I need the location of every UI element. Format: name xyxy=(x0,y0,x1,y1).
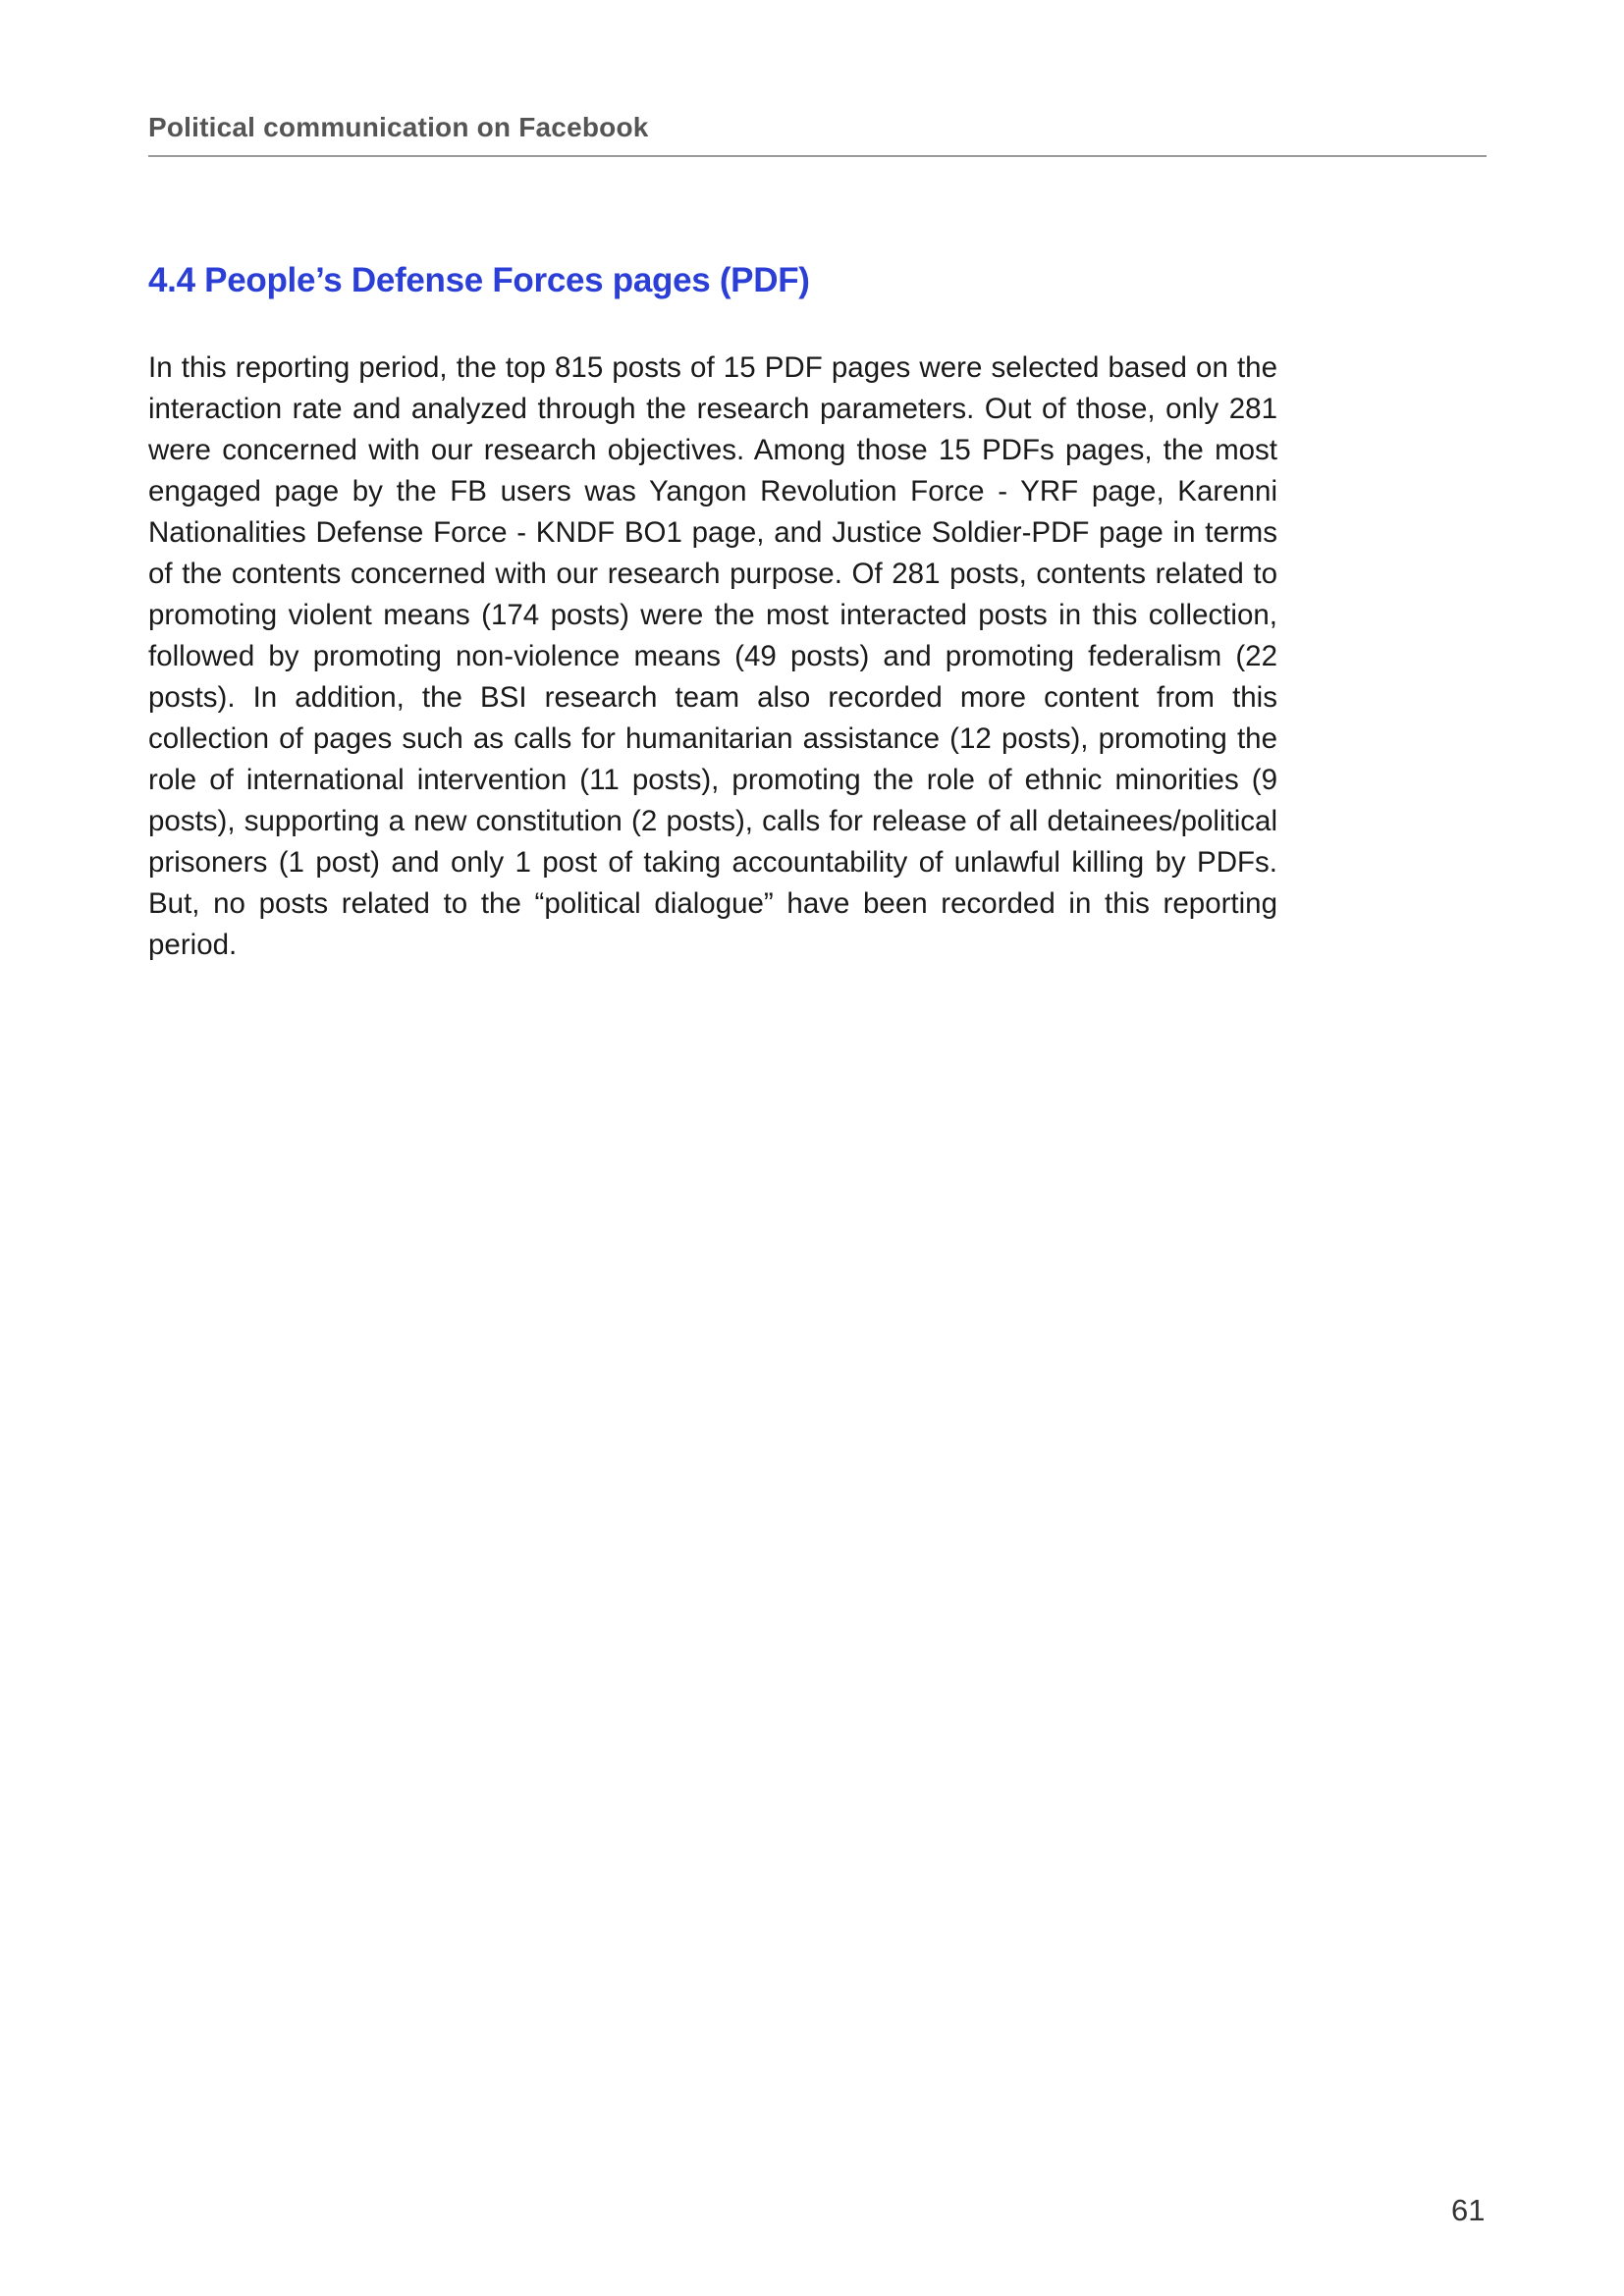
page-number: 61 xyxy=(1451,2193,1486,2227)
section-heading: 4.4 People’s Defense Forces pages (PDF) xyxy=(148,261,810,299)
body-paragraph: In this reporting period, the top 815 posts of 15 PDF pages were selected based on the interaction rate and analyzed through the research parameters. Out of those, only 281 were concerned with our research objectives. Among those 15 PDFs pages, the most engaged page by the FB users was Yangon Revolution Force - YRF page, Karenni Nationalities Defense Force - KNDF BO1 page, and Justice Soldier-PDF page in terms of the contents concerned with our research purpose. Of 281 posts, contents related to promoting violent means (174 posts) were the most interacted posts in this collection, followed by promoting non-violence means (49 posts) and promoting federalism (22 posts). In addition, the BSI research team also recorded more content from this collection of pages such as calls for humanitarian assistance (12 posts), promoting the role of international intervention (11 posts), promoting the role of ethnic minorities (9 posts), supporting a new constitution (2 posts), calls for release of all detainees/political prisoners (1 post) and only 1 post of taking accountability of unlawful killing by PDFs. But, no posts related to the “political dialogue” have been recorded in this reporting period. xyxy=(148,351,1277,961)
running-header: Political communication on Facebook xyxy=(148,112,649,142)
header-divider xyxy=(148,155,1487,157)
